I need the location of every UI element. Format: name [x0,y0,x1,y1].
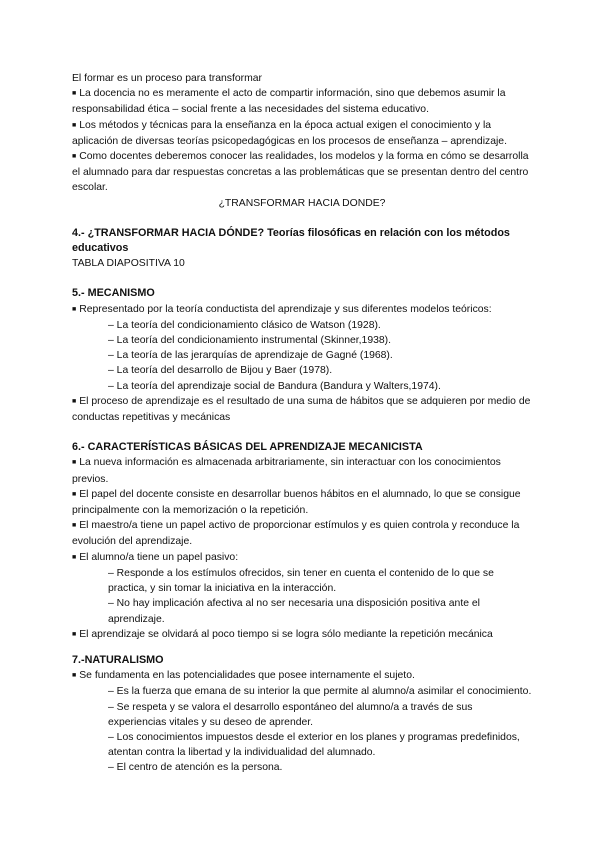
section-6-bullet-2: ■ El papel del docente consiste en desarrollar buenos hábitos en el alumnado, lo que se consigue principalmente con la memorización o la repetición. [72,487,532,518]
section-6-bullet-4: ■ El alumno/a tiene un papel pasivo: [72,550,532,566]
section-7-bullet-1: ■ Se fundamenta en las potencialidades que posee internamente el sujeto. [72,668,532,684]
section-7-sub-item: – Los conocimientos impuestos desde el exterior en los planes y programas predefinidos, atentan contra la libertad y la individualidad del alumnado. [108,731,520,759]
section-6-bullet-3: ■ El maestro/a tiene un papel activo de proporcionar estímulos y es quien controla y reconduce la evolución del aprendizaje. [72,518,532,549]
section-4-title: 4.- ¿TRANSFORMAR HACIA DÓNDE? Teorías filosóficas en relación con los métodos educativos [72,226,510,255]
section-7-sub-item: – Se respeta y se valora el desarrollo espontáneo del alumno/a a través de sus experiencias vitales y su deseo de aprender. [108,701,473,728]
document-page [72,71,532,776]
section-4-note: TABLA DIAPOSITIVA 10 [72,258,185,270]
section-6-sub-item: – No hay implicación afectiva al no ser necesaria una disposición positiva ante el aprendizaje. [108,598,480,625]
section-5-sub-item: – La teoría del condicionamiento clásico de Watson (1928). [108,319,381,331]
intro-center-line: ¿TRANSFORMAR HACIA DONDE? [218,197,386,209]
section-6-bullet-5: ■ El aprendizaje se olvidará al poco tiempo si se logra sólo mediante la repetición mecánica [72,627,532,643]
intro-line: El formar es un proceso para transformar [72,73,262,84]
intro-bullet-3: ■ Como docentes deberemos conocer las realidades, los modelos y la forma en cómo se desarrolla el alumnado para dar respuestas concretas a las problemáticas que se presentan dentro del centro escolar. [72,149,532,196]
section-7-sub-item: – El centro de atención es la persona. [108,762,283,774]
section-6-sub-item: – Responde a los estímulos ofrecidos, sin tener en cuenta el contenido de lo que se practica, y sin tomar la iniciativa en la interacción. [108,567,494,595]
section-5-sub-item: – La teoría del aprendizaje social de Bandura (Bandura y Walters,1974). [108,380,441,392]
section-5-sub-item: – La teoría del desarrollo de Bijou y Baer (1978). [108,365,333,377]
section-5-sub-item: – La teoría del condicionamiento instrumental (Skinner,1938). [108,335,392,347]
intro-bullet-2: ■ Los métodos y técnicas para la enseñanza en la época actual exigen el conocimiento y la aplicación de diversas teorías psicopedagógicas en los procesos de enseñanza – aprendizaje. [72,118,532,149]
section-5-bullet-1: ■ Representado por la teoría conductista del aprendizaje y sus diferentes modelos teóricos: [72,302,532,318]
section-6-bullet-1: ■ La nueva información es almacenada arbitrariamente, sin interactuar con los conocimientos previos. [72,455,532,486]
section-5-bullet-2: ■ El proceso de aprendizaje es el resultado de una suma de hábitos que se adquieren por medio de conductas repetitivas y mecánicas [72,394,532,425]
section-6-title: 6.- CARACTERÍSTICAS BÁSICAS DEL APRENDIZAJE MECANICISTA [72,441,423,454]
section-7-title: 7.-NATURALISMO [72,653,164,666]
section-7-sub-item: – Es la fuerza que emana de su interior la que permite al alumno/a asimilar el conocimiento. [108,686,532,698]
section-5-title: 5.- MECANISMO [72,287,155,300]
intro-bullet-1: ■ La docencia no es meramente el acto de compartir información, sino que debemos asumir la responsabilidad ética – social frente a las necesidades del sistema educativo. [72,86,532,117]
section-5-sub-item: – La teoría de las jerarquías de aprendizaje de Gagné (1968). [108,350,393,362]
